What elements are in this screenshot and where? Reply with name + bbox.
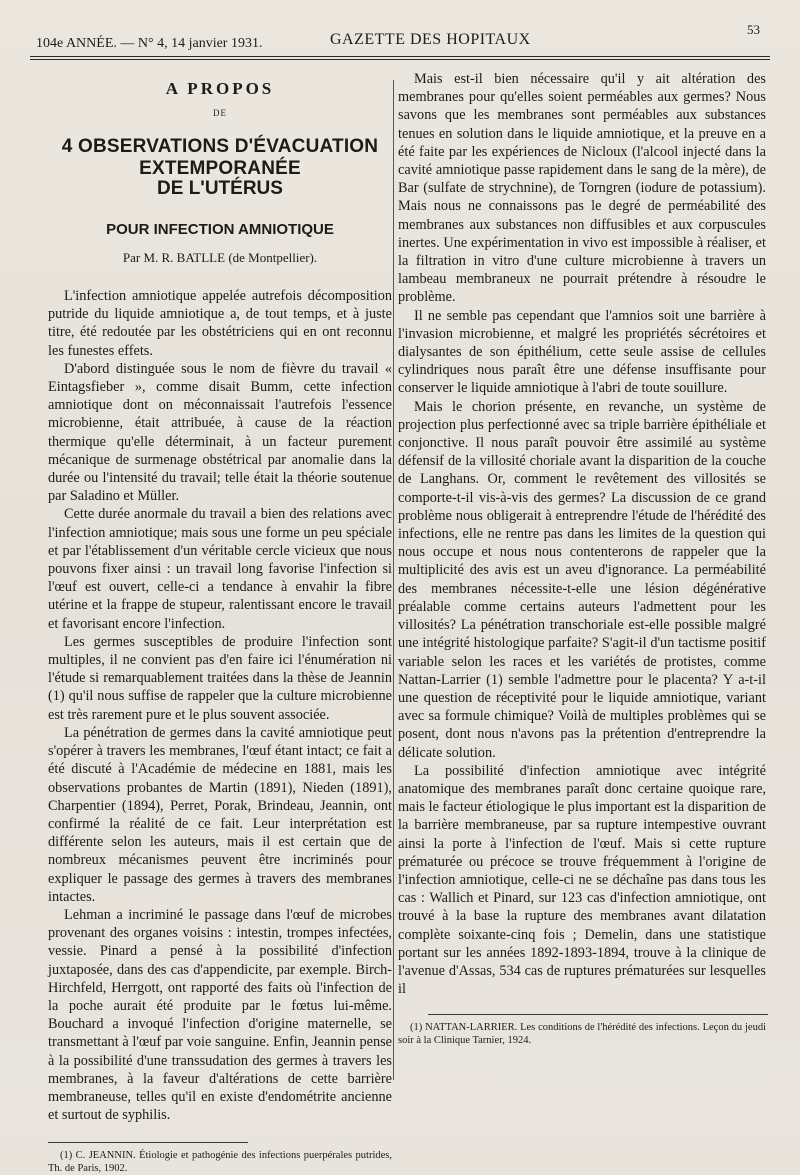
page-header: [30, 22, 770, 58]
paragraph: Mais est-il bien nécessaire qu'il y ait altération des membranes pour qu'elles soient perméables aux germes? Nous savons que les membranes sont perméables aux substances tenues en solution dans le liquide amniotique, et la preuve en a été faite par les expériences de Nicloux (l'alcool injecté dans la cavité amniotique passe rapidement dans le sang de la mère), de Bar (sulfate de strychnine), de Torngren (iodure de potassium). Mais nous ne connaissons pas le degré de perméabilité des membranes aux substances non diffusibles et aux corpuscules inertes. Une expérimentation in vivo est impossible à réaliser, et la filtration in vitro d'une culture microbienne à travers un lambeau membraneux ne pourrait prétendre à résoudre le problème.: [398, 71, 766, 306]
paragraph: La possibilité d'infection amniotique avec intégrité anatomique des membranes paraît donc certaine quoique rare, mais le facteur étiologique le plus important est la disparition de la barrière membraneuse, par sa rupture intempestive ouvrant ainsi la porte à l'infection de l'œuf. Mais si cette rupture prématurée ou précoce se trouve fréquemment à l'origine de l'infection amniotique, celle-ci ne se déchaîne pas dans tous les cas : Wallich et Pinard, sur 123 cas d'infection amniotique, ont trouvé à la base la rupture des membranes avant dilatation complète soixante-cinq fois ; Demelin, dans une statistique portant sur les années 1892-1893-1894, trouve à la clinique de l'avenue d'Assas, 534 cas de ruptures prématurées sur lesquelles il: [398, 762, 766, 998]
footnote-rule: [48, 1142, 248, 1143]
paragraph: L'infection amniotique appelée autrefois décomposition putride du liquide amniotique a, de tout temps, et à juste titre, été redoutée par les obstétriciens qui en ont reconnu les funestes effets.: [48, 288, 392, 359]
article-title: 4 OBSERVATIONS D'ÉVACUATION EXTEMPORANÉE: [61, 136, 379, 180]
paragraph: Mais le chorion présente, en revanche, un système de projection plus perfectionné avec sa triple barrière épithéliale et conjonctive. Il nous paraît pouvoir être assimilé au système défensif de la villosité choriale avant la disparition de la couche de Langhans. Or, comment le revêtement des villosités se comporte-t-il vis-à-vis des germes? La discussion de ce grand problème nous obligerait à entreprendre l'étude de l'hérédité des infections, elle ne rentre pas dans les limites de la question qui nous occupe et nous nous contenterons de rappeler que la multiplicité des avis est un aveu d'ignorance. La perméabilité des membranes nécessite-t-elle une lésion dégénérative préalable comme certains auteurs l'admettent pour les villosités? La pénétration transchoriale est-elle possible malgré une intégrité histologique parfaite? S'agit-il d'un tactisme positif variable selon les races et les variétés de protistes, comme Nattan-Larrier (1) semble l'admettre pour le placenta? Y a-t-il une question de réceptivité pour le liquide amniotique, variant avec sa formule chimique? Voilà de multiples problèmes qui se posent, dont nous n'avons pas la prétention d'entreprendre la délicate solution.: [398, 398, 766, 761]
article-title-prefix: A PROPOS: [165, 79, 275, 98]
header-rule: [30, 56, 770, 57]
footnote-rule: [428, 1014, 768, 1015]
footnote: (1) NATTAN-LARRIER. Les conditions de l'hérédité des infections. Leçon du jeudi soir à la Clinique Tarnier, 1924.: [398, 1022, 766, 1047]
article-author: Par M. R. BATLLE (de Montpellier).: [122, 249, 318, 265]
paragraph: Lehman a incriminé le passage dans l'œuf de microbes provenant des organes voisins : intestin, trompes infectées, vessie. Pinard a pensé à la possibilité d'infection juxtaposée, dans des cas d'appendicite, par exemple. Birch-Hirchfeld, Herrgott, ont rapporté des faits où l'infection de la poche aurait été produite par le fœtus lui-même. Bouchard a invoqué l'infection d'origine maternelle, se transmettant à l'œuf par voie sanguine. Enfin, Jeannin pense à la possibilité d'une transsudation des germes à travers les membranes, à la faveur d'altérations de cette barrière membraneuse, telles qu'il en existe d'endométrite ancienne et surtout de syphilis.: [48, 906, 392, 1124]
article-title-infection: POUR INFECTION AMNIOTIQUE: [106, 220, 334, 238]
paragraph: D'abord distinguée sous le nom de fièvre du travail « Eintagsfieber », comme disait Bumm, cette infection amniotique dont on méconnaissait l'autrefois l'essence microbienne, était attribuée, à cause de la réaction thermique qu'elle déterminait, à un facteur purement mécanique de surmenage obstétrical par anomalie dans la durée ou l'intensité du travail; telle était la théorie soutenue par Saladino et Müller.: [48, 360, 392, 505]
paragraph: Les germes susceptibles de produire l'infection sont multiples, il ne convient pas d'en faire ici l'énumération ni l'étude si remarquablement traitées dans la thèse de Jeannin (1) qu'il nous suffise de rappeler que la culture microbienne est très rarement pure et le plus souvent associée.: [48, 633, 392, 723]
page-number: 53: [747, 22, 760, 37]
paragraph: Il ne semble pas cependant que l'amnios soit une barrière à l'invasion microbienne, et malgré les propriétés sécrétoires et dialysantes de son épithélium, cette seule assise de cellules cylindriques nous paraît être une défense insuffisante pour conserver le liquide amniotique à l'abri de toute souillure.: [398, 307, 766, 397]
paragraph: Cette durée anormale du travail a bien des relations avec l'infection amniotique; mais sous une forme un peu spéciale et par l'établissement d'un véritable cercle vicieux que nous pouvons fixer ainsi : un travail long favorise l'infection si l'œuf est ouvert, celle-ci a tendance à envahir la fibre utérine et la frappe de stupeur, ralentissant encore le travail et favorisant encore l'infection.: [48, 506, 392, 632]
footnote: (1) C. JEANNIN. Étiologie et pathogénie des infections puerpérales putrides, Th. de Paris, 1902.: [48, 1150, 392, 1175]
column-divider: [393, 80, 394, 1080]
paragraph: La pénétration de germes dans la cavité amniotique peut s'opérer à travers les membranes, l'œuf étant intact; ce fait a été discuté à l'Académie de médecine en 1881, mais les observations probantes de Martin (1891), Nieden (1891), Charpentier (1894), Perret, Porak, Brindeau, Jeannin, ont confirmé la réalité de ce fait. Leur interprétation est différente selon les auteurs, mais il est certain que de nombreux mécanismes peuvent être incriminés pour expliquer le passage des germes à travers des membranes intactes.: [48, 724, 392, 905]
issue-line: 104e ANNÉE. — N° 4, 14 janvier 1931.: [36, 36, 263, 51]
right-column: [398, 70, 766, 1047]
header-rule-double: [30, 59, 770, 60]
article-title-de: DE: [213, 108, 227, 119]
left-column: [48, 72, 392, 1175]
article-subtitle: DE L'UTÉRUS: [157, 178, 283, 200]
journal-title: GAZETTE DES HOPITAUX: [330, 31, 531, 48]
